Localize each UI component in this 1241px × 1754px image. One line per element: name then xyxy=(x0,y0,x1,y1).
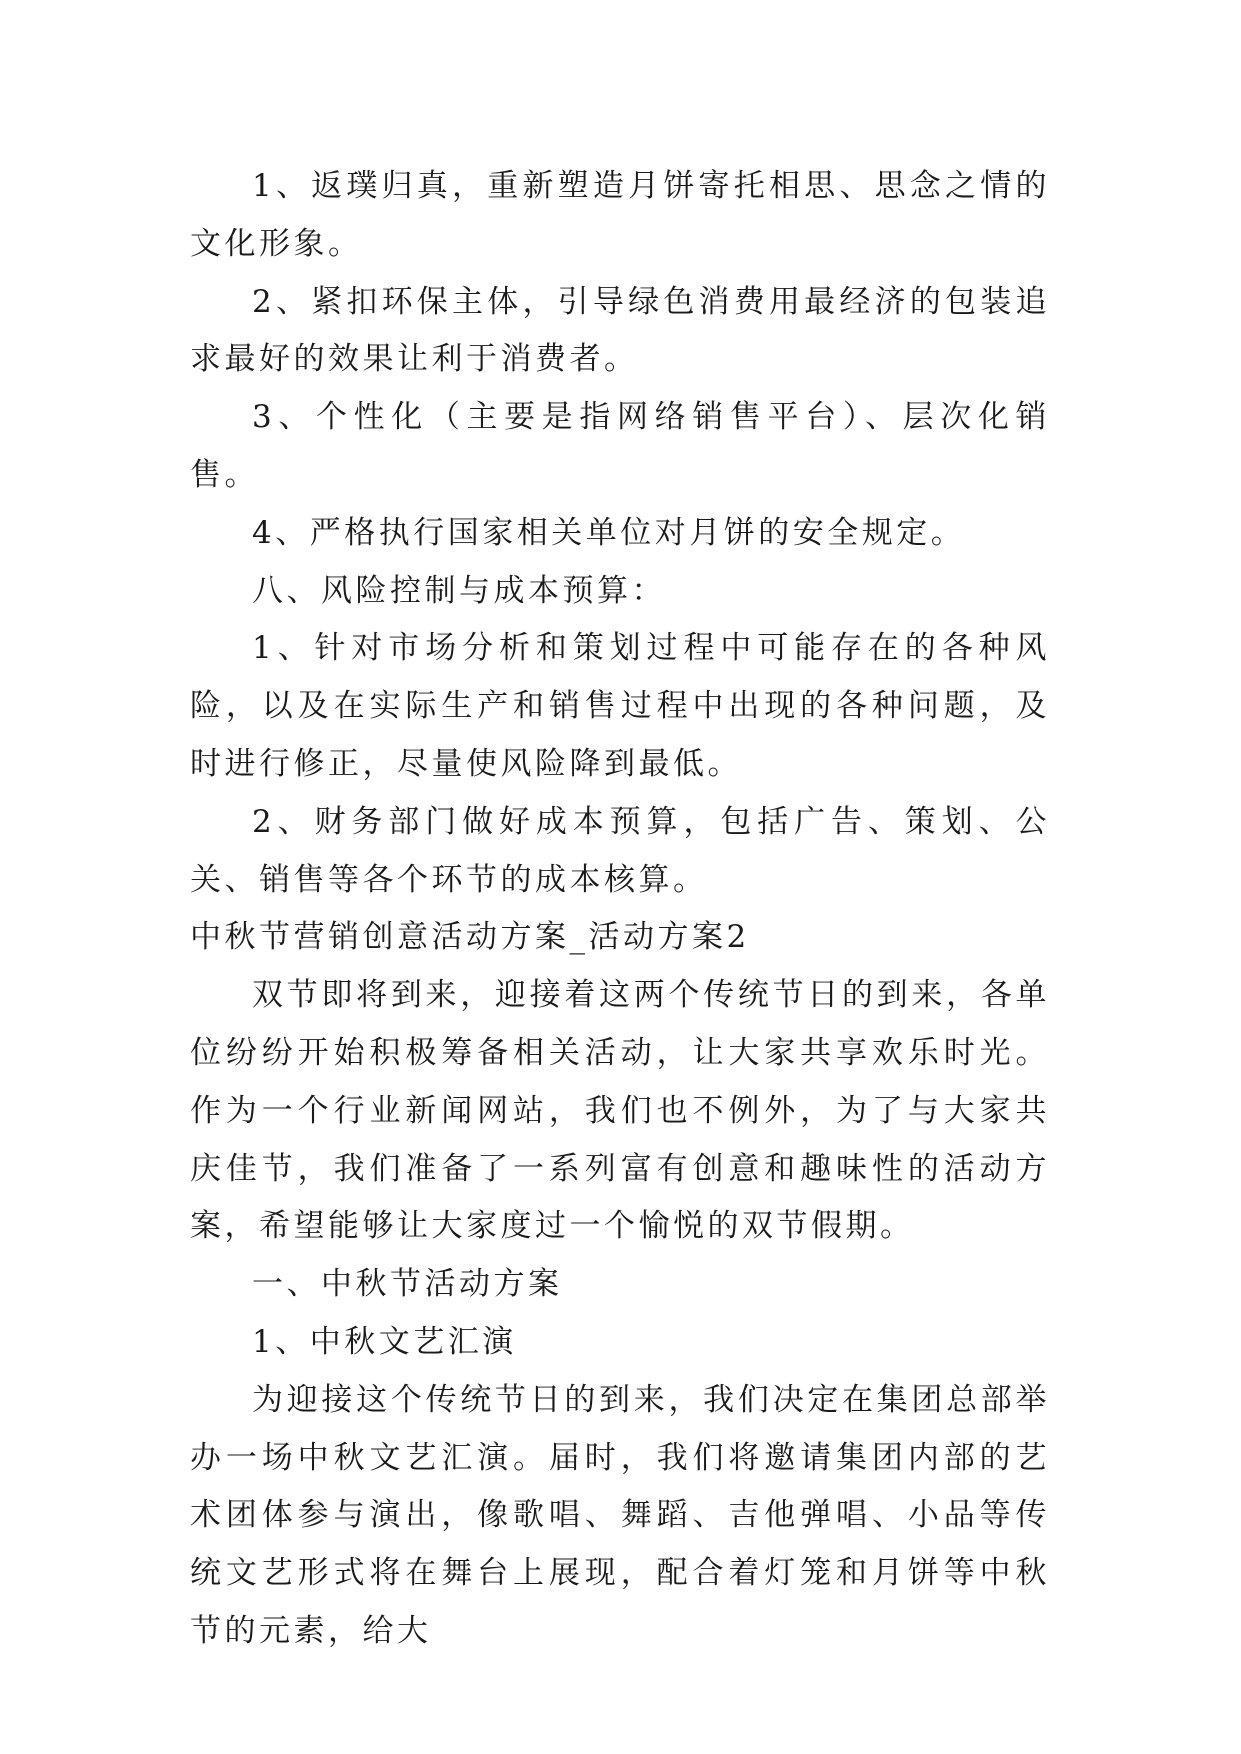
paragraph-green-packaging: 2、紧扣环保主体，引导绿色消费用最经济的包装追求最好的效果让利于消费者。 xyxy=(190,283,1050,378)
section-heading-risk-control: 八、风险控制与成本预算： xyxy=(252,572,666,609)
document-title-plan-2: 中秋节营销创意活动方案_活动方案2 xyxy=(190,919,750,956)
paragraph-mooncake-culture: 1、返璞归真，重新塑造月饼寄托相思、思念之情的文化形象。 xyxy=(190,168,1050,262)
section-heading-mid-autumn-plan: 一、中秋节活动方案 xyxy=(252,1266,563,1303)
paragraph-intro-double-festival: 双节即将到来，迎接着这两个传统节日的到来，各单位纷纷开始积极筹备相关活动，让大家共享欢乐时光。作为一个行业新闻网站，我们也不例外，为了与大家共庆佳节，我们准备了一系列富有创意和趣味性的活动方案，希望能够让大家度过一个愉悦的双节假期。 xyxy=(190,977,1050,1245)
paragraph-risk-analysis: 1、针对市场分析和策划过程中可能存在的各种风险，以及在实际生产和销售过程中出现的各种问题，及时进行修正，尽量使风险降到最低。 xyxy=(190,630,1050,782)
paragraph-personalized-sales: 3、个性化（主要是指网络销售平台）、层次化销售。 xyxy=(190,399,1050,493)
paragraph-art-performance-detail: 为迎接这个传统节日的到来，我们决定在集团总部举办一场中秋文艺汇演。届时，我们将邀请集团内部的艺术团体参与演出，像歌唱、舞蹈、吉他弹唱、小品等传统文艺形式将在舞台上展现，配合着灯笼和月饼等中秋节的元素，给大 xyxy=(190,1381,1050,1649)
paragraph-safety-rules: 4、严格执行国家相关单位对月饼的安全规定。 xyxy=(252,514,966,551)
document-body xyxy=(190,158,1050,1661)
paragraph-cost-budget: 2、财务部门做好成本预算，包括广告、策划、公关、销售等各个环节的成本核算。 xyxy=(190,803,1050,898)
subheading-art-performance: 1、中秋文艺汇演 xyxy=(252,1323,517,1360)
